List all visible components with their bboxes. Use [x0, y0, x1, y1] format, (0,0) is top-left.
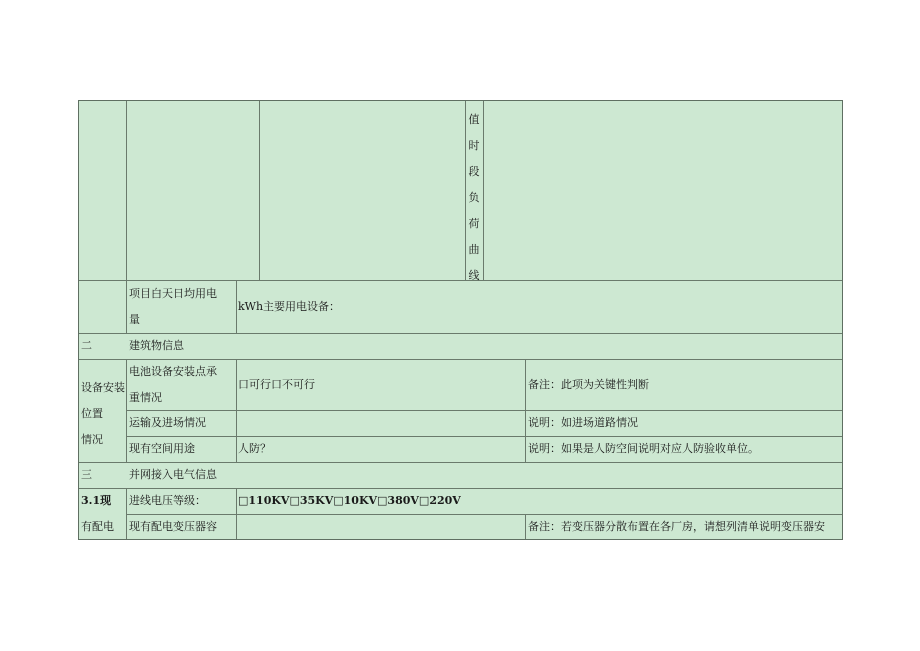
form-table [78, 100, 843, 540]
section-number: 二 [81, 339, 92, 352]
col-divider [236, 359, 237, 462]
existing-distribution-label-line1: 3.1现 [81, 494, 112, 507]
col-divider [259, 101, 260, 280]
section-title-grid: 并网接入电气信息 [129, 468, 217, 481]
col-divider [236, 488, 237, 539]
daily-consumption-value: kWh主要用电设备： [238, 300, 341, 313]
col-divider [126, 488, 127, 539]
load-bearing-options: 口可行口不可行 [238, 378, 315, 391]
load-bearing-label-line1: 电池设备安装点承 [129, 365, 217, 378]
vertical-char: 线 [468, 269, 480, 282]
install-location-label-line3: 情况 [81, 433, 103, 446]
transport-label: 运输及进场情况 [129, 416, 206, 429]
row-divider [126, 410, 842, 411]
vertical-char: 段 [468, 165, 480, 178]
load-bearing-note: 备注：此项为关键性判断 [528, 378, 649, 391]
col-divider [483, 101, 484, 280]
vertical-char: 曲 [468, 243, 480, 256]
vertical-char: 值 [468, 113, 480, 126]
voltage-level-options: □110KV□35KV□10KV□380V□220V [238, 494, 461, 507]
col-divider [236, 280, 237, 333]
existing-distribution-label-line2: 有配电 [81, 520, 114, 533]
row-divider [79, 333, 842, 334]
space-use-label: 现有空间用途 [129, 442, 195, 455]
load-curve-vertical-label [467, 107, 481, 289]
col-divider [126, 359, 127, 462]
load-bearing-label-line2: 重情况 [129, 391, 162, 404]
daily-consumption-label-line1: 项目白天日均用电 [129, 287, 217, 300]
col-divider [126, 101, 127, 333]
col-divider [525, 514, 526, 539]
vertical-char: 荷 [468, 217, 480, 230]
col-divider [465, 101, 466, 280]
vertical-char: 时 [468, 139, 480, 152]
voltage-level-label: 进线电压等级： [129, 494, 206, 507]
transformer-capacity-note: 备注：若变压器分散布置在各厂房，请想列清单说明变压器安 [528, 520, 825, 533]
daily-consumption-label-line2: 量 [129, 313, 140, 326]
col-divider [525, 359, 526, 462]
transformer-capacity-label: 现有配电变压器容 [129, 520, 217, 533]
space-use-value: 人防？ [238, 442, 271, 455]
install-location-label-line2: 位置 [81, 407, 103, 420]
space-use-note: 说明：如果是人防空间说明对应人防验收单位。 [528, 442, 759, 455]
vertical-char: 负 [468, 191, 480, 204]
transport-note: 说明：如进场道路情况 [528, 416, 638, 429]
install-location-label-line1: 设备安装 [81, 381, 125, 394]
section-number: 三 [81, 468, 92, 481]
section-title-building: 建筑物信息 [129, 339, 184, 352]
